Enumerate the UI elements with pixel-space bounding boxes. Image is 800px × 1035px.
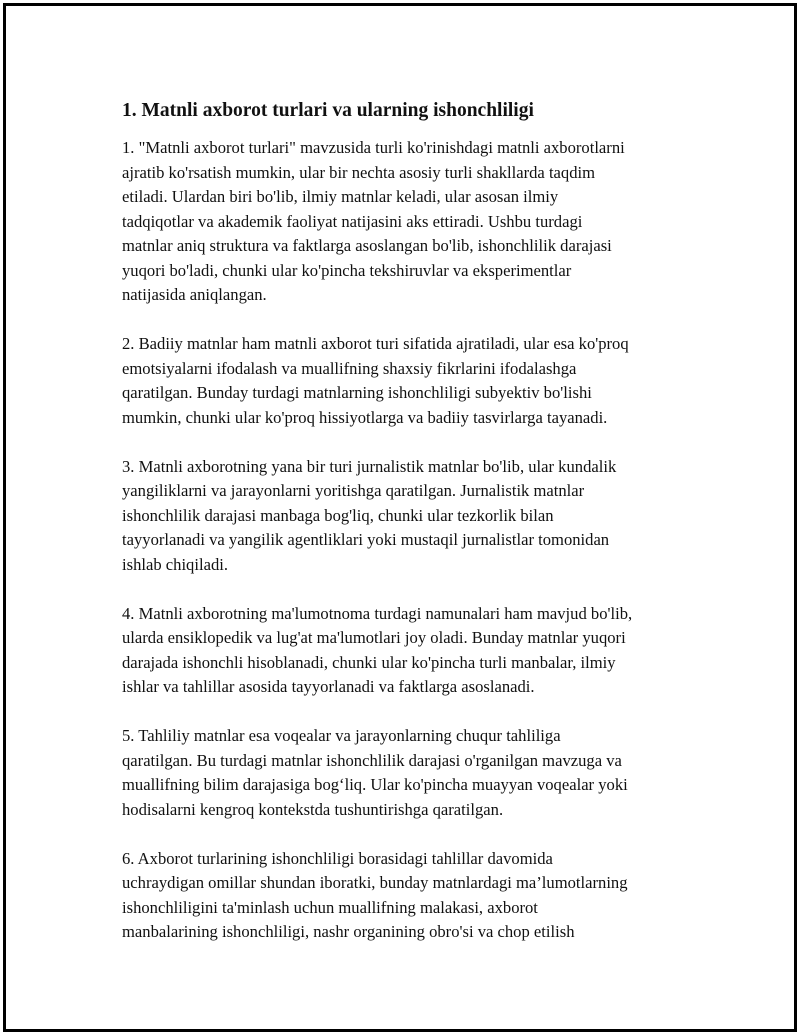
paragraph-line: 1. "Matnli axborot turlari" mavzusida turli ko'rinishdagi matnli axborotlarni (122, 138, 625, 157)
section-heading: 1. Matnli axborot turlari va ularning ishonchliligi (122, 100, 534, 121)
paragraph-6 (122, 847, 702, 945)
paragraph-5 (122, 724, 702, 822)
paragraph-line: ishonchliligini ta'minlash uchun muallifning malakasi, axborot (122, 897, 538, 917)
paragraph-line: mumkin, chunki ular ko'proq hissiyotlarga va badiiy tasvirlarga tayanadi. (122, 407, 608, 427)
page-frame (3, 3, 797, 1032)
paragraph-line: ishlar va tahlillar asosida tayyorlanadi va faktlarga asoslanadi. (122, 677, 535, 696)
paragraph-line: 3. Matnli axborotning yana bir turi jurnalistik matnlar bo'lib, ular kundalik (122, 456, 617, 476)
paragraph-4 (122, 602, 702, 700)
paragraph-line: uchraydigan omillar shundan iboratki, bunday matnlardagi ma’lumotlarning (122, 873, 628, 892)
paragraph-line: 5. Tahliliy matnlar esa voqealar va jarayonlarning chuqur tahliliga (122, 726, 561, 745)
paragraph-line: hodisalarni kengroq kontekstda tushuntirishga qaratilgan. (122, 799, 504, 819)
paragraph-1 (122, 136, 702, 308)
paragraph-line: ajratib ko'rsatish mumkin, ular bir nechta asosiy turli shakllarda taqdim (122, 162, 596, 182)
paragraph-line: 4. Matnli axborotning ma'lumotnoma turdagi namunalari ham mavjud bo'lib, (122, 603, 633, 623)
paragraph-line: natijasida aniqlangan. (122, 285, 267, 304)
paragraph-3 (122, 455, 702, 578)
paragraph-line: darajada ishonchli hisoblanadi, chunki ular ko'pincha turli manbalar, ilmiy (122, 652, 616, 672)
paragraph-line: tayyorlanadi va yangilik agentliklari yoki mustaqil jurnalistlar tomonidan (122, 530, 610, 549)
paragraph-line: muallifning bilim darajasiga bog‘liq. Ular ko'pincha muayyan voqealar yoki (122, 775, 628, 794)
paragraph-line: emotsiyalarni ifodalash va muallifning shaxsiy fikrlarini ifodalashga (122, 358, 577, 378)
paragraph-line: manbalarining ishonchliligi, nashr organining obro'si va chop etilish (122, 922, 575, 941)
paragraph-line: matnlar aniq struktura va faktlarga asoslangan bo'lib, ishonchlilik darajasi (122, 236, 612, 255)
document-body (122, 98, 702, 969)
paragraph-2 (122, 332, 702, 430)
paragraph-line: qaratilgan. Bu turdagi matnlar ishonchlilik darajasi o'rganilgan mavzuga va (122, 750, 622, 770)
paragraph-line: tadqiqotlar va akademik faoliyat natijasini aks ettiradi. Ushbu turdagi (122, 211, 583, 231)
paragraph-line: yangiliklarni va jarayonlarni yoritishga qaratilgan. Jurnalistik matnlar (122, 481, 585, 500)
paragraph-line: yuqori bo'ladi, chunki ular ko'pincha tekshiruvlar va eksperimentlar (122, 260, 572, 280)
paragraph-line: ishlab chiqiladi. (122, 554, 228, 574)
paragraph-line: 6. Axborot turlarining ishonchliligi borasidagi tahlillar davomida (122, 848, 553, 868)
paragraph-line: ishonchlilik darajasi manbaga bog'liq, chunki ular tezkorlik bilan (122, 505, 554, 525)
paragraph-line: qaratilgan. Bunday turdagi matnlarning ishonchliligi subyektiv bo'lishi (122, 383, 592, 402)
paragraph-line: etiladi. Ulardan biri bo'lib, ilmiy matnlar keladi, ular asosan ilmiy (122, 187, 559, 206)
paragraph-line: ularda ensiklopedik va lug'at ma'lumotlari joy oladi. Bunday matnlar yuqori (122, 628, 626, 647)
paragraph-line: 2. Badiiy matnlar ham matnli axborot turi sifatida ajratiladi, ular esa ko'proq (122, 334, 629, 353)
